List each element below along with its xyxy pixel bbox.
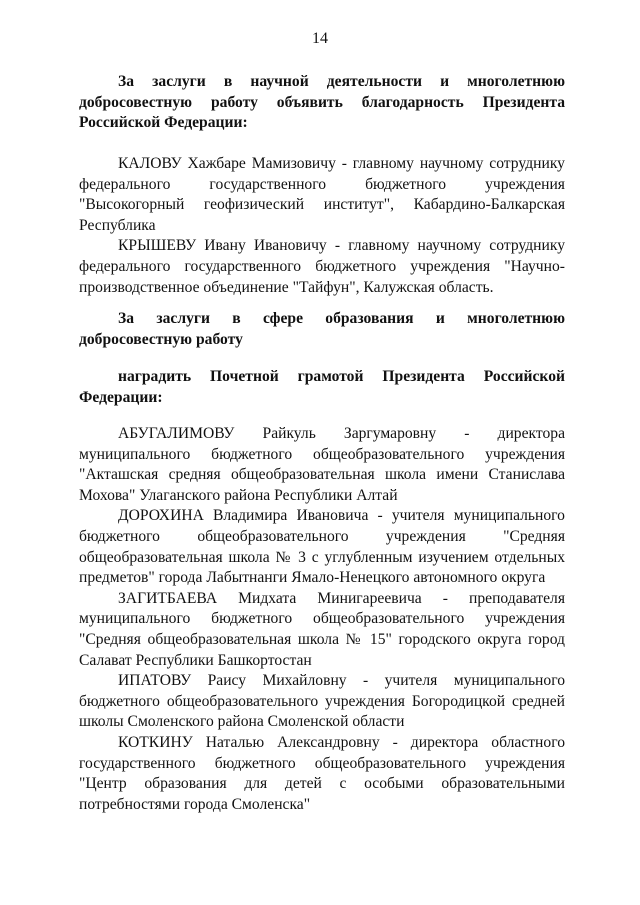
entry-name: КРЫШЕВУ — [118, 237, 197, 255]
page-number: 14 — [312, 30, 328, 47]
award-entry — [79, 154, 565, 236]
entry-name: АБУГАЛИМОВУ — [118, 425, 235, 442]
section1-heading: За заслуги в научной деятельности и многолетнюю добросовестную работу объявить благодарность Президента Российской Федерации: — [79, 73, 565, 132]
entry-text: Раису Михайловну - учителя муниципального бюджетного общеобразовательного учреждения Богородицкой средней школы Смоленского района Смоленской области — [79, 672, 565, 731]
entry-text: Владимира Ивановича - учителя муниципального бюджетного общеобразовательного учреждения "Средняя общеобразовательная школа № 3 с углубленным изучением отдельных предметов" города Лабытнанги Ямало-Ненецкого автономного округа — [79, 507, 565, 587]
entry-text: Ивану Ивановичу - главному научному сотруднику федерального государственного бюджетного учреждения "Научно-производственное объединение "Тайфун", Калужская область. — [79, 237, 566, 296]
award-entry — [79, 733, 565, 815]
entry-text: Хажбаре Мамизовичу - главному научному сотруднику федерального государственного бюджетного учреждения "Высокогорный геофизический институт", Кабардино-Балкарская Республика — [79, 155, 565, 234]
entry-name: ДОРОХИНА — [118, 507, 204, 525]
section2-heading: За заслуги в сфере образования и многолетнюю добросовестную работу — [79, 310, 565, 348]
section1 — [79, 72, 565, 134]
award-entry — [79, 589, 565, 671]
entry-name: ЗАГИТБАЕВА — [118, 589, 218, 607]
section2-action: наградить Почетной грамотой Президента Российской Федерации: — [79, 368, 565, 406]
award-entry — [79, 671, 565, 733]
entry-name: ИПАТОВУ — [118, 672, 192, 690]
award-entry — [79, 506, 565, 588]
entry-name: КАЛОВУ — [118, 155, 182, 172]
entry-text: Мидхата Минигареевича - преподавателя муниципального бюджетного общеобразовательного учреждения "Средняя общеобразовательная школа № 15" городского округа город Салават Республики Башкортостан — [79, 589, 565, 669]
section2-action-block — [79, 367, 565, 408]
section2-entries — [79, 424, 565, 815]
award-entry — [79, 424, 565, 506]
entry-text: Наталью Александровну - директора областного государственного бюджетного общеобразовательного учреждения "Центр образования для детей с особыми образовательными потребностями города Смоленска" — [79, 733, 566, 813]
section1-entries — [79, 154, 565, 298]
award-entry — [79, 236, 565, 298]
entry-text: Райкуль Заргумаровну - директора муниципального бюджетного общеобразовательного учреждения "Акташская средняя общеобразовательная школа имени Станислава Мохова" Улаганского района Республики Алтай — [79, 425, 565, 504]
entry-name: КОТКИНУ — [118, 733, 193, 751]
section2 — [79, 309, 565, 350]
